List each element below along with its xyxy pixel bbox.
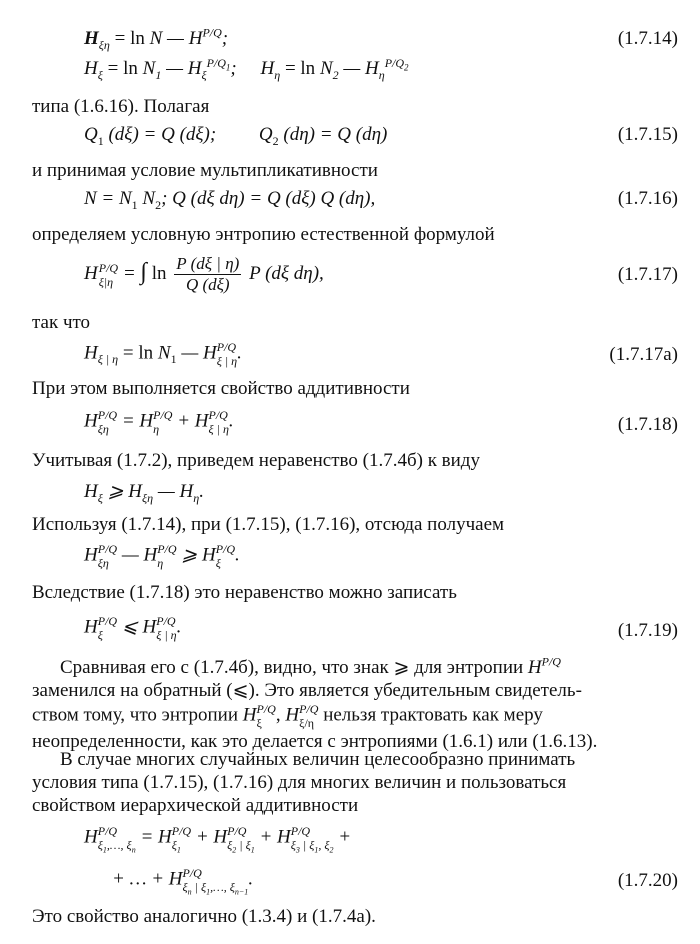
inequality-2: H P/Q ξη — H P/Q η ⩾ H P/Q ξ . [84, 542, 240, 570]
equation-1-7-14-line1: $H_{\xi\eta} = \ln N$ — $H^{P/Q}$; [84, 25, 229, 52]
equation-number: (1.7.17а) [609, 344, 678, 365]
equation-number: (1.7.14) [617, 28, 678, 49]
equation-1-7-20-line1: H P/Q $\xi_1,\dots$, $\xi_n$ = H P/Q $\xi_1$ + H P/Q $\xi_2$ | $\xi_1$ + H P/Q $\xi_3$ | $\xi_1$, $\xi_2$ + [84, 824, 352, 855]
text-line: и принимая условие мультипликативности [32, 160, 378, 181]
paragraph-1: Сравнивая его с (1.7.4б), видно, что знак ⩾ для энтропии $H^{P/Q}$ заменился на обратный (⩽). Это является убедительным свидетель- ством тому, что энтропии H P/Q ξ , H P/Q ξ/η нельзя трактовать как меру неопределенности, как это делается с энтропиями (1.6.1) или (1.6.13). [32, 654, 598, 752]
equation-1-7-19: H P/Q ξ ⩽ H P/Q ξ | η . [84, 614, 182, 642]
equation-1-7-14-line2: $H_\xi = \ln N_1$ — $H_\xi^{P/Q_1}$; $H_\eta = \ln N_2$ — $H_\eta^{P/Q_2}$ [84, 55, 409, 82]
equation-1-7-16: $N = N_1$ $N_2$; Q (dξ dη) = Q (dξ) Q (dη), [84, 188, 376, 212]
text-line: Это свойство аналогично (1.3.4) и (1.7.4а). [32, 906, 376, 927]
equation-number: (1.7.19) [617, 620, 678, 641]
paragraph-2: В случае многих случайных величин целесообразно принимать условия типа (1.7.15), (1.7.16) для многих величин и пользоваться свойством иерархической аддитивности [32, 749, 576, 816]
equation-1-7-15: $Q_1$ (dξ) = Q (dξ); $Q_2$ (dη) = Q (dη) [84, 124, 388, 148]
text-line: определяем условную энтропию естественной формулой [32, 224, 495, 245]
equation-number: (1.7.20) [617, 870, 678, 891]
text-line: При этом выполняется свойство аддитивности [32, 378, 410, 399]
text-line: Вследствие (1.7.18) это неравенство можно записать [32, 582, 457, 603]
equation-number: (1.7.18) [617, 414, 678, 435]
equation-number: (1.7.15) [617, 124, 678, 145]
equation-number: (1.7.17) [617, 264, 678, 285]
text-line: типа (1.6.16). Полагая [32, 96, 210, 117]
equation-1-7-20-line2: + … + H P/Q $\xi_n$ | $\xi_1,\dots$, $\xi_{n-1}$ . [112, 866, 254, 897]
equation-1-7-17a: $H_{\xi | \eta} = \ln N_1$ — H P/Q ξ | η . [84, 340, 242, 368]
text-line: так что [32, 312, 91, 333]
equation-number: (1.7.16) [617, 188, 678, 209]
text-line: Используя (1.7.14), при (1.7.15), (1.7.16), отсюда получаем [32, 514, 505, 535]
text-line: Учитывая (1.7.2), приведем неравенство (1.7.4б) к виду [32, 450, 480, 471]
equation-1-7-18: H P/Q ξη = H P/Q η + H P/Q ξ | η . [84, 408, 234, 436]
equation-1-7-17: H P/Q ξ|η = ∫ ln $\frac{P (d\xi | \eta)}{Q (d\xi)}$ P (dξ dη), [84, 254, 324, 294]
inequality-1: $H_\xi$ ⩾ $H_{\xi\eta}$ — $H_\eta$. [84, 481, 204, 505]
